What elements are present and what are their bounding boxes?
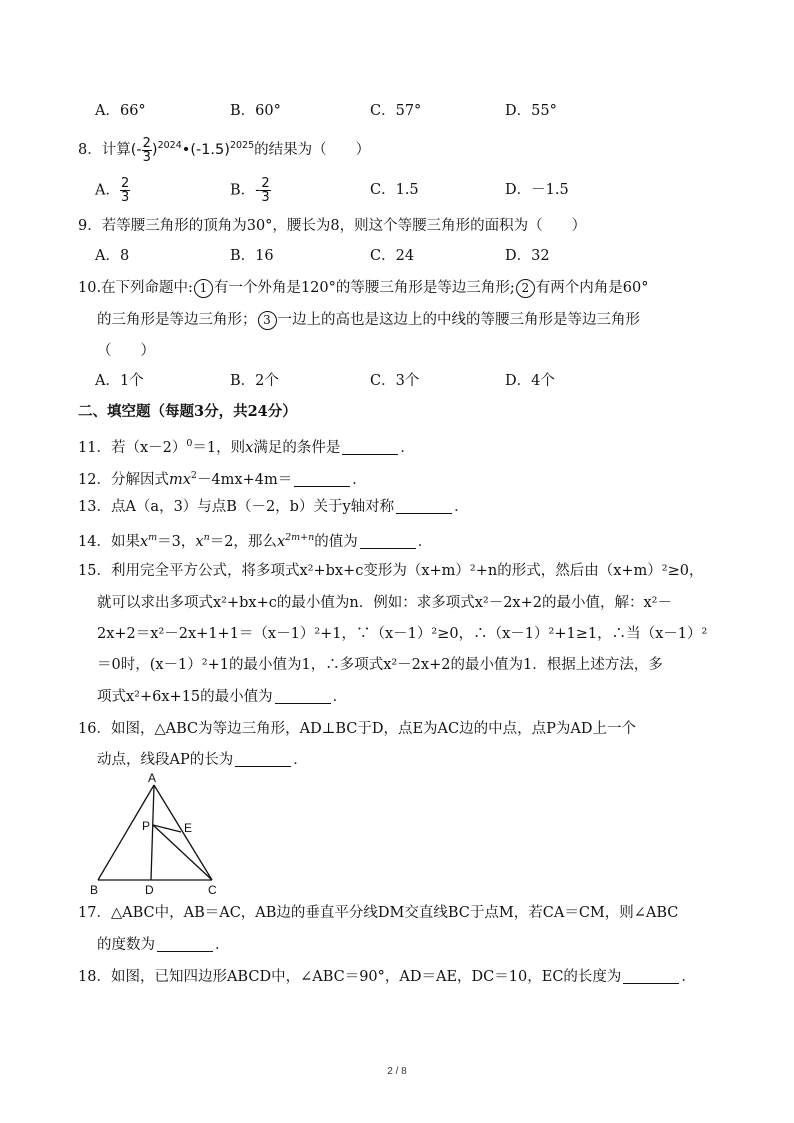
line-ad	[151, 785, 154, 880]
q10-option-c: C．3个	[370, 373, 420, 389]
question-15-line2: 就可以求出多项式x²+bx+c的最小值为n．例如：求多项式x²－2x+2的最小值，解：x²－	[97, 595, 672, 611]
question-17-line2: 的度数为 ．	[97, 937, 230, 953]
triangle-figure	[88, 770, 228, 898]
page-number: 2 / 8	[387, 1066, 407, 1077]
q7-option-c: C．57°	[370, 103, 422, 119]
question-15-line1: 15．利用完全平方公式，将多项式x²+bx+c变形为（x+m）²+n的形式，然后由（x+m）²≥0，	[78, 563, 704, 579]
question-17-line1: 17．△ABC中，AB＝AC，AB边的垂直平分线DM交直线BC于点M，若CA＝CM，则∠ABC	[78, 905, 679, 921]
q10-option-a: A．1个	[95, 373, 144, 389]
label-e: E	[184, 821, 193, 835]
question-16-line1: 16．如图，△ABC为等边三角形，AD⊥BC于D，点E为AC边的中点，点P为AD上一个	[78, 721, 636, 737]
q8-option-d: D．－1.5	[505, 182, 569, 198]
answer-blank[interactable]	[235, 752, 291, 767]
q8-exp2: 2025	[229, 140, 255, 151]
q9-option-c: C．24	[370, 248, 415, 264]
question-15-line4: ＝0时，(x－1）²+1的最小值为1，∴多项式x²－2x+2的最小值为1．根据上述方法，多	[97, 657, 663, 673]
q8-option-c: C．1.5	[370, 182, 419, 198]
question-16-line2: 动点，线段AP的长为 ．	[97, 752, 308, 768]
label-a: A	[148, 771, 157, 785]
circled-number-2: 2	[516, 279, 535, 298]
q8-number: 8．	[78, 142, 102, 158]
answer-blank[interactable]	[157, 937, 213, 952]
question-12: 12．分解因式$mx^2-4mx+4m=$ ．	[78, 470, 367, 488]
q10-option-d: D．4个	[505, 373, 555, 389]
answer-blank[interactable]	[275, 689, 331, 704]
answer-blank[interactable]	[342, 440, 398, 455]
question-8: 8．计算(- $\frac{2}{3}$ )$^{2024}•(-1.5)^{2025}$的结果为（ ）	[78, 135, 371, 165]
label-d: D	[145, 883, 154, 897]
q10-option-b: B．2个	[230, 373, 279, 389]
q8-fraction: $\frac{2}{3}$	[142, 135, 151, 165]
circled-number-1: 1	[194, 279, 213, 298]
line-ac	[154, 785, 212, 880]
question-14: 14．如果$x^m=3$，$x^n=2$，那么$x^{2m+n}$的值为 ．	[78, 532, 433, 550]
question-15-line5: 项式x²+6x+15的最小值为 ．	[97, 689, 348, 705]
line-pc	[153, 825, 212, 880]
answer-blank[interactable]	[396, 499, 452, 514]
q9-option-d: D．32	[505, 248, 550, 264]
question-18: 18．如图，已知四边形ABCD中，∠ABC＝90°，AD＝AE，DC＝10，EC的长度为 ．	[78, 969, 696, 985]
question-13: 13．点A（a，3）与点B（－2，b）关于y轴对称 ．	[78, 499, 469, 515]
q7-option-d: D．55°	[505, 103, 557, 119]
question-10-line3: （ ）	[97, 343, 155, 359]
q8-option-a: A． $\frac{2}{3}$	[95, 176, 130, 205]
q8-option-b: B．- $\frac{2}{3}$	[230, 176, 270, 205]
label-p: P	[142, 819, 151, 833]
question-10-line2: 的三角形是等边三角形； 3 一边上的高也是这边上的中线的等腰三角形是等边三角形	[97, 312, 640, 328]
label-b: B	[90, 883, 99, 897]
question-9: 9．若等腰三角形的顶角为30°，腰长为8，则这个等腰三角形的面积为（ ）	[78, 218, 587, 234]
circled-number-3: 3	[258, 311, 277, 330]
question-11: 11．若$(x-2)^0=1$，则x满足的条件是 ．	[78, 438, 415, 456]
question-10-line1: 10.在下列命题中: 1 有一个外角是120°的等腰三角形是等边三角形; 2 有两个内角是60°	[78, 280, 649, 296]
q7-option-a: A．66°	[95, 103, 146, 119]
q8-post: 的结果为（ ）	[254, 142, 371, 158]
q8-pre: 计算	[101, 142, 131, 158]
q8-mid: •(-1.5)	[181, 142, 230, 158]
answer-blank[interactable]	[360, 534, 416, 549]
q9-option-a: A．8	[95, 248, 130, 264]
q7-option-b: B．60°	[230, 103, 281, 119]
section-2-title: 二、填空题（每题3分，共24分）	[78, 403, 297, 420]
q9-option-b: B．16	[230, 248, 274, 264]
q8-exp1: 2024	[157, 140, 182, 151]
answer-blank[interactable]	[623, 969, 679, 984]
answer-blank[interactable]	[294, 472, 350, 487]
label-c: C	[208, 883, 217, 897]
question-15-line3: 2x+2＝x²－2x+1+1＝（x－1）²+1，∵（x－1）²≥0，∴（x－1）²+1≥1，∴当（x－1）²	[97, 626, 708, 642]
